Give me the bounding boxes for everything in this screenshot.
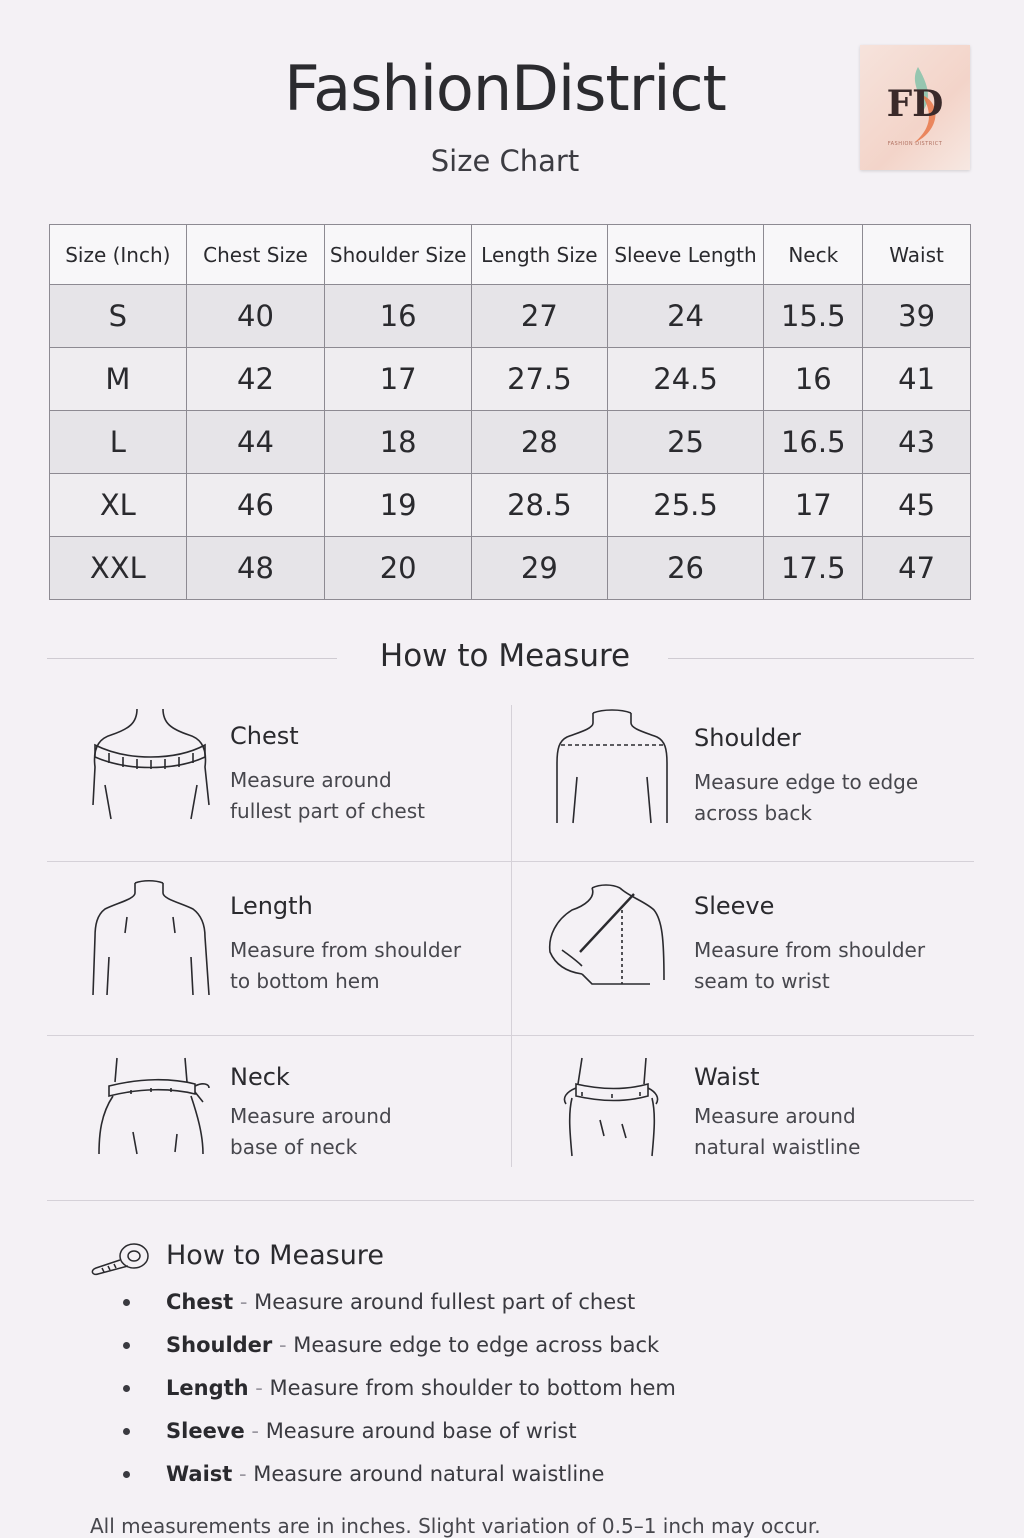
page-subtitle: Size Chart [430,144,580,178]
measure-line: natural waistline [694,1135,861,1159]
table-cell: 15.5 [764,285,863,348]
table-cell: 48 [186,537,325,600]
list-item-separator: - [244,1419,266,1443]
list-item-key: Length [166,1376,249,1400]
chest-figure-icon [87,705,217,825]
table-cell: 19 [325,474,472,537]
table-cell: XXL [50,537,187,600]
list-item-separator: - [232,1462,254,1486]
list-item [120,1369,676,1412]
brand-title: FashionDistrict [284,52,726,125]
measure-card-neck [47,1036,507,1200]
table-cell: 24.5 [607,348,764,411]
table-cell: 20 [325,537,472,600]
table-cell: 42 [186,348,325,411]
measure-line: Measure from shoulder [230,938,462,962]
table-row [50,285,971,348]
table-cell: 29 [472,537,608,600]
table-cell: 40 [186,285,325,348]
list-item [120,1412,676,1455]
column-header: Chest Size [186,225,325,285]
table-cell: 26 [607,537,764,600]
section-title: How to Measure [379,638,631,674]
list-item-key: Chest [166,1290,234,1314]
size-table [49,224,971,600]
table-cell: L [50,411,187,474]
list-item-key: Waist [166,1462,233,1486]
table-header-row [50,225,971,285]
list-item [120,1326,676,1369]
list-item-key: Sleeve [166,1419,245,1443]
list-item-text: Measure around natural waistline [253,1462,605,1486]
column-header: Length Size [472,225,608,285]
table-cell: 17 [764,474,863,537]
measure-title: Shoulder [694,724,801,752]
sleeve-figure-icon [542,880,682,1020]
measure-card-chest [47,705,507,861]
table-cell: 46 [186,474,325,537]
measure-title: Sleeve [694,892,775,920]
bullet-icon [123,1428,130,1435]
measure-card-shoulder [512,705,972,861]
measure-description [230,765,490,827]
bullet-icon [123,1471,130,1478]
column-header: Waist [863,225,971,285]
measure-card-length [47,862,507,1034]
measuring-tape-icon [88,1238,154,1278]
length-figure-icon [87,877,217,1017]
table-cell: 28 [472,411,608,474]
brand-logo [860,45,970,170]
bottom-section-title: How to Measure [166,1240,384,1271]
table-cell: 47 [863,537,971,600]
table-cell: 28.5 [472,474,608,537]
list-item-text: Measure edge to edge across back [293,1333,660,1357]
measure-tips-list [120,1283,676,1498]
column-header: Shoulder Size [325,225,472,285]
measure-line: Measure around [694,1104,856,1128]
table-cell: 25.5 [607,474,764,537]
table-cell: 43 [863,411,971,474]
table-cell: 41 [863,348,971,411]
measure-line: to bottom hem [230,969,380,993]
bullet-icon [123,1299,130,1306]
bullet-icon [123,1342,130,1349]
table-cell: 16 [764,348,863,411]
measure-card-waist [512,1036,972,1200]
measure-description [230,1101,490,1163]
table-cell: 25 [607,411,764,474]
list-item-text: Measure from shoulder to bottom hem [269,1376,676,1400]
measure-description [694,1101,954,1163]
column-header: Size (Inch) [50,225,187,285]
table-cell: 18 [325,411,472,474]
table-cell: 27.5 [472,348,608,411]
how-to-measure-heading [0,636,1024,680]
table-cell: 24 [607,285,764,348]
table-cell: 45 [863,474,971,537]
shoulder-figure-icon [547,707,677,832]
waist-figure-icon [552,1054,682,1184]
table-row [50,411,971,474]
measure-line: fullest part of chest [230,799,425,823]
list-item [120,1283,676,1326]
heading-rule-right [668,658,974,659]
measure-line: across back [694,801,812,825]
table-cell: 17.5 [764,537,863,600]
table-row [50,537,971,600]
list-item-separator: - [272,1333,294,1357]
measure-title: Chest [230,722,299,750]
table-cell: M [50,348,187,411]
measure-line: Measure edge to edge [694,770,919,794]
logo-tagline: FASHION DISTRICT [887,141,943,147]
list-item-separator: - [233,1290,255,1314]
table-cell: 16.5 [764,411,863,474]
measure-title: Neck [230,1063,290,1091]
measure-line: base of neck [230,1135,358,1159]
measure-description [694,767,954,829]
measure-line: Measure from shoulder [694,938,926,962]
list-item [120,1455,676,1498]
list-item-key: Shoulder [166,1333,273,1357]
table-row [50,474,971,537]
measure-description [230,935,490,997]
table-cell: 17 [325,348,472,411]
table-cell: 39 [863,285,971,348]
list-item-text: Measure around fullest part of chest [254,1290,636,1314]
grid-divider [47,1200,974,1201]
column-header: Sleeve Length [607,225,764,285]
column-header: Neck [764,225,863,285]
table-row [50,348,971,411]
list-item-text: Measure around base of wrist [265,1419,577,1443]
measure-title: Waist [694,1063,760,1091]
table-cell: 16 [325,285,472,348]
measure-line: Measure around [230,1104,392,1128]
bullet-icon [123,1385,130,1392]
table-cell: S [50,285,187,348]
neck-figure-icon [91,1054,221,1184]
table-cell: 27 [472,285,608,348]
measure-card-sleeve [512,862,972,1034]
measure-title: Length [230,892,313,920]
table-cell: XL [50,474,187,537]
list-item-separator: - [248,1376,270,1400]
logo-monogram: FD [886,83,944,125]
footnote: All measurements are in inches. Slight variation of 0.5–1 inch may occur. [90,1514,821,1538]
measure-line: Measure around [230,768,392,792]
table-cell: 44 [186,411,325,474]
measure-line: seam to wrist [694,969,830,993]
measure-description [694,935,954,997]
